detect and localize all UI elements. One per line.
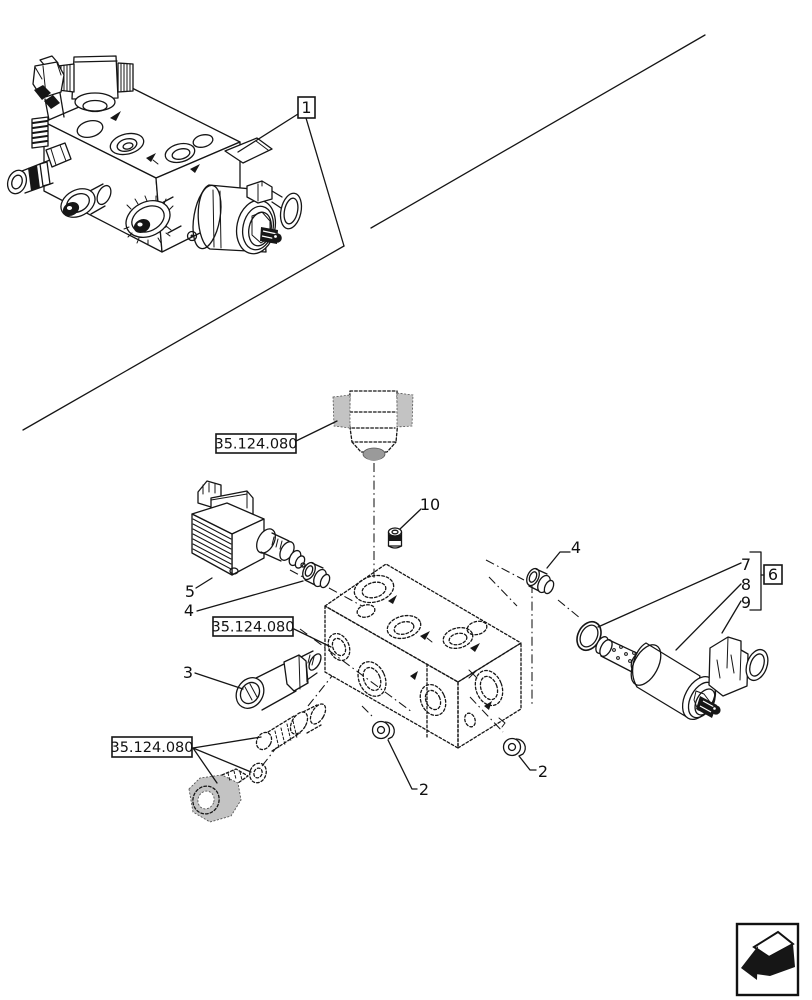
callout-5 bbox=[185, 578, 212, 601]
ref-box-middle bbox=[211, 617, 331, 647]
callout-2-left-label: 2 bbox=[418, 780, 430, 799]
plug-part4-right bbox=[486, 560, 580, 618]
callout-5-label: 5 bbox=[184, 582, 196, 601]
callout-1-label: 1 bbox=[301, 98, 312, 117]
callout-4-left bbox=[184, 581, 303, 620]
callout-4-left-label: 4 bbox=[183, 601, 195, 620]
hex-fitting-phantom bbox=[189, 769, 248, 822]
solenoid-coil-part5 bbox=[192, 481, 307, 575]
plug-part2-left bbox=[362, 706, 394, 739]
ref-bottom-label: 35.124.080 bbox=[110, 740, 194, 756]
connector-part9 bbox=[709, 637, 772, 696]
callout-10 bbox=[400, 495, 440, 529]
fitting-part10 bbox=[389, 528, 402, 548]
callout-2-left bbox=[388, 740, 429, 799]
callout-2-right-label: 2 bbox=[537, 762, 549, 781]
callout-2-right bbox=[519, 756, 548, 781]
plug-part2-right bbox=[470, 697, 525, 756]
callout-9-label: 9 bbox=[740, 593, 752, 612]
centerline-left-bore bbox=[300, 629, 412, 712]
callout-7-label: 7 bbox=[740, 555, 752, 574]
assembled-valve-unit bbox=[4, 56, 304, 257]
callout-10-label: 10 bbox=[419, 495, 441, 514]
callout-4-right-label: 4 bbox=[570, 538, 582, 557]
ring-phantom bbox=[247, 761, 269, 785]
callout-3-label: 3 bbox=[182, 663, 194, 682]
callout-6-label: 6 bbox=[767, 565, 779, 584]
centerline-topright bbox=[489, 577, 517, 606]
ref-middle-label: 35.124.080 bbox=[211, 619, 295, 636]
callout-3 bbox=[183, 663, 243, 689]
ref-box-top bbox=[214, 421, 337, 453]
ref-top-label: 35.124.080 bbox=[214, 436, 298, 453]
pilot-cartridge-phantom bbox=[333, 391, 413, 461]
callout-group-789 bbox=[598, 552, 782, 650]
manifold-block-phantom bbox=[324, 564, 521, 748]
ref-box-bottom bbox=[110, 737, 261, 783]
solenoid-valve-part8 bbox=[593, 635, 722, 725]
page-turn-icon bbox=[737, 924, 798, 995]
callout-8-label: 8 bbox=[740, 575, 752, 594]
callout-4-right bbox=[547, 538, 581, 568]
